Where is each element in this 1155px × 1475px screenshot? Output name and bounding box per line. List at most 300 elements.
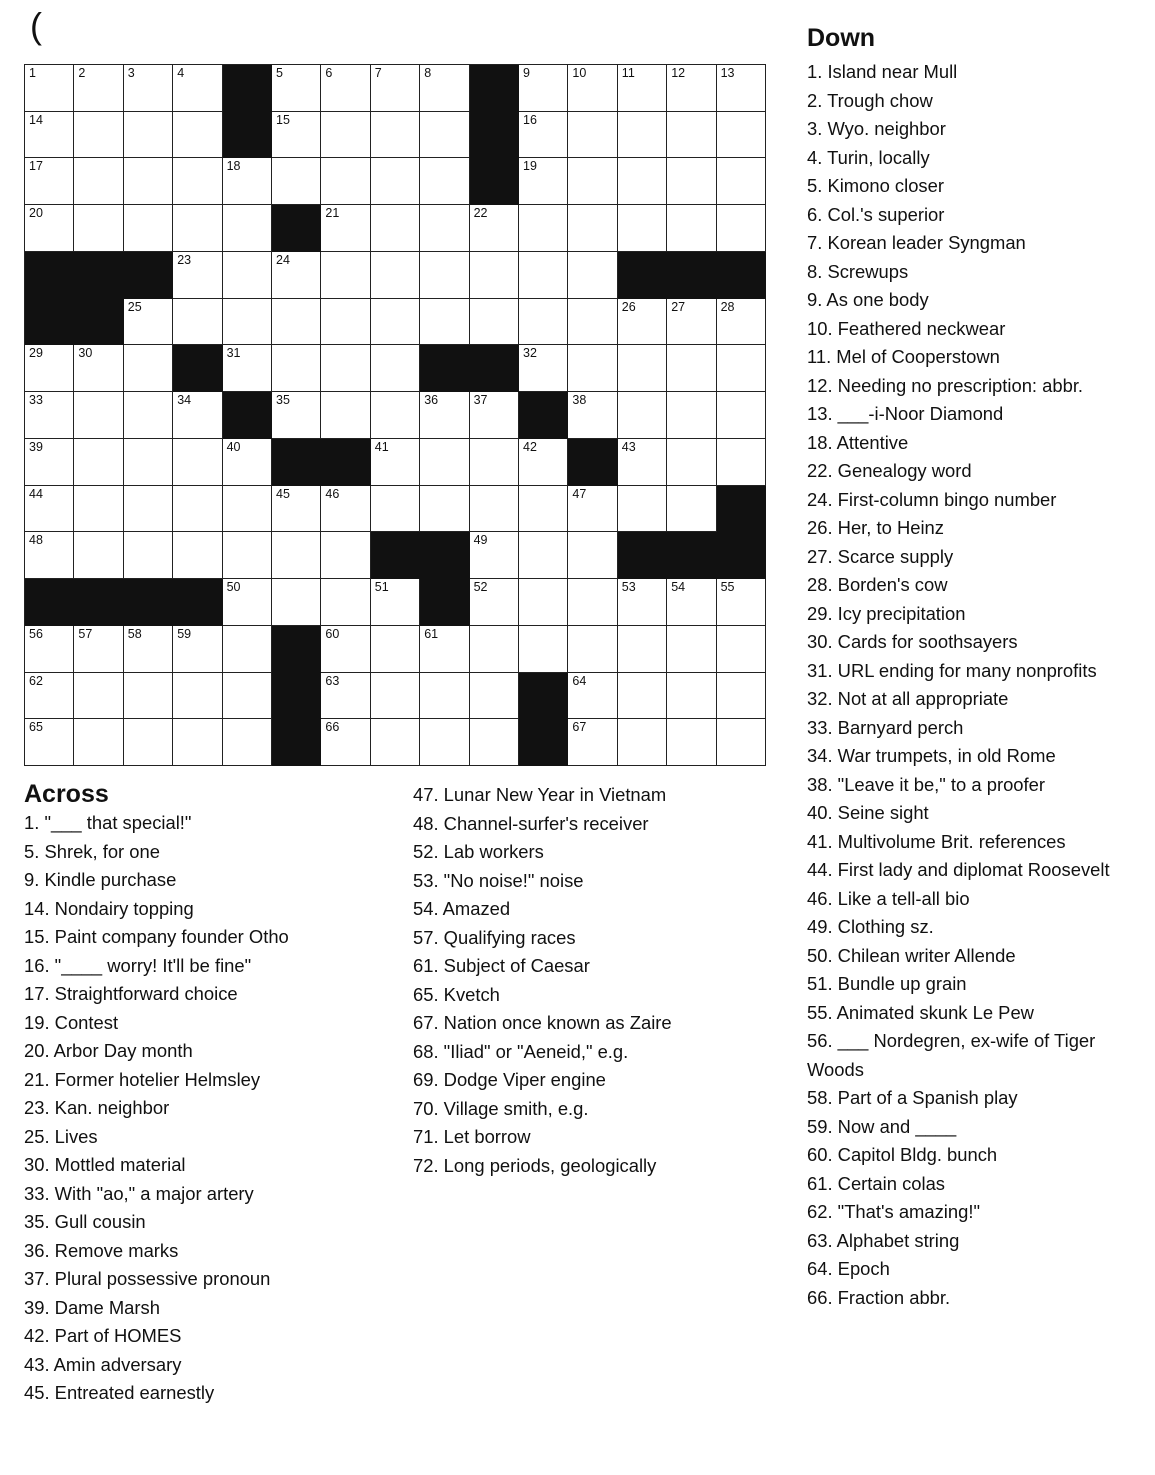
grid-cell [371, 439, 420, 486]
grid-cell [272, 392, 321, 439]
grid-cell [272, 299, 321, 346]
grid-cell [124, 345, 173, 392]
cell-number: 6 [325, 66, 333, 80]
across-clue: 5. Shrek, for one [24, 840, 160, 862]
down-clue: 59. Now and ____ [807, 1115, 957, 1137]
grid-block [124, 579, 173, 626]
grid-cell [124, 532, 173, 579]
grid-cell [667, 392, 716, 439]
down-clue: 11. Mel of Cooperstown [807, 346, 1000, 367]
grid-cell [667, 112, 716, 159]
grid-block [74, 299, 123, 346]
cell-number: 14 [29, 112, 43, 127]
cell-number: 50 [226, 580, 241, 595]
grid-cell [420, 158, 469, 205]
cell-number: 54 [671, 580, 686, 595]
across-clues-column-1 [24, 809, 394, 1408]
down-clue: 26. Her, to Heinz [807, 517, 944, 538]
grid-cell [272, 65, 321, 112]
cell-number: 41 [374, 439, 389, 454]
grid-cell [470, 392, 519, 439]
grid-cell [568, 486, 617, 533]
down-clue: 66. Fraction abbr. [807, 1286, 951, 1308]
grid-cell [519, 532, 568, 579]
grid-block [173, 579, 222, 626]
grid-cell [272, 112, 321, 159]
cell-number: 4 [177, 66, 185, 80]
grid-cell [223, 205, 272, 252]
grid-cell [173, 392, 222, 439]
grid-cell [371, 158, 420, 205]
grid-cell [470, 626, 519, 673]
grid-cell [74, 112, 123, 159]
down-clue: 13. ___-i-Noor Diamond [807, 403, 1004, 424]
across-clue: 36. Remove marks [24, 1239, 179, 1261]
grid-cell [568, 252, 617, 299]
cell-number: 8 [424, 66, 432, 80]
grid-cell [74, 345, 123, 392]
grid-cell [420, 65, 469, 112]
across-clue: 52. Lab workers [413, 841, 544, 862]
grid-cell [173, 158, 222, 205]
grid-cell [717, 673, 766, 720]
across-clues-column-2 [413, 781, 793, 1180]
grid-cell [223, 345, 272, 392]
down-clue: 22. Genealogy word [807, 460, 972, 481]
grid-cell [470, 205, 519, 252]
grid-cell [420, 299, 469, 346]
grid-cell [25, 205, 74, 252]
grid-cell [321, 345, 370, 392]
grid-cell [25, 439, 74, 486]
grid-block [272, 673, 321, 720]
cell-number: 26 [621, 299, 636, 314]
across-clue: 61. Subject of Caesar [413, 955, 590, 976]
across-clue: 57. Qualifying races [413, 926, 576, 948]
down-clue: 44. First lady and diplomat Roosevelt [807, 859, 1110, 880]
grid-cell [470, 299, 519, 346]
grid-cell [568, 65, 617, 112]
grid-cell [321, 299, 370, 346]
cell-number: 29 [29, 346, 43, 361]
cell-number: 24 [276, 252, 290, 267]
across-clue: 30. Mottled material [24, 1154, 186, 1175]
grid-cell [124, 205, 173, 252]
cell-number: 60 [325, 626, 340, 641]
cell-number: 43 [621, 439, 636, 454]
across-clue: 19. Contest [24, 1011, 119, 1033]
grid-cell [420, 112, 469, 159]
down-clue: 9. As one body [807, 289, 929, 310]
grid-cell [173, 719, 222, 766]
across-clue: 21. Former hotelier Helmsley [24, 1068, 261, 1090]
grid-cell [717, 205, 766, 252]
cell-number: 9 [523, 66, 530, 80]
grid-block [717, 532, 766, 579]
grid-cell [420, 719, 469, 766]
down-clue: 4. Turin, locally [807, 146, 930, 168]
grid-cell [124, 65, 173, 112]
grid-cell [667, 299, 716, 346]
grid-cell [25, 486, 74, 533]
grid-block [272, 626, 321, 673]
grid-cell [667, 719, 716, 766]
grid-cell [618, 112, 667, 159]
grid-cell [470, 486, 519, 533]
across-clue: 72. Long periods, geologically [413, 1154, 657, 1176]
grid-cell [173, 65, 222, 112]
grid-cell [371, 486, 420, 533]
cell-number: 67 [572, 720, 587, 735]
across-clue: 43. Amin adversary [24, 1353, 182, 1375]
grid-block [124, 252, 173, 299]
across-clue: 67. Nation once known as Zaire [413, 1012, 672, 1033]
grid-block [272, 439, 321, 486]
across-clue: 70. Village smith, e.g. [413, 1097, 589, 1119]
grid-cell [717, 719, 766, 766]
down-clue: 24. First-column bingo number [807, 488, 1057, 510]
down-clue: 50. Chilean writer Allende [807, 944, 1016, 966]
grid-block [519, 719, 568, 766]
across-clue: 17. Straightforward choice [24, 983, 238, 1004]
cell-number: 11 [621, 66, 635, 80]
down-clue: 34. War trumpets, in old Rome [807, 745, 1056, 766]
grid-cell [25, 532, 74, 579]
down-clue: 12. Needing no prescription: abbr. [807, 374, 1084, 396]
cell-number: 30 [78, 346, 93, 361]
grid-block [223, 392, 272, 439]
cell-number: 10 [572, 66, 587, 80]
grid-block [272, 719, 321, 766]
grid-block [321, 439, 370, 486]
grid-cell [371, 626, 420, 673]
grid-cell [519, 579, 568, 626]
grid-cell [717, 299, 766, 346]
across-clue: 65. Kvetch [413, 983, 500, 1005]
cell-number: 42 [523, 439, 537, 454]
grid-cell [124, 392, 173, 439]
grid-cell [124, 486, 173, 533]
grid-cell [618, 392, 667, 439]
grid-cell [223, 158, 272, 205]
grid-block [420, 532, 469, 579]
grid-cell [272, 486, 321, 533]
grid-cell [717, 392, 766, 439]
grid-cell [519, 65, 568, 112]
across-clue: 39. Dame Marsh [24, 1296, 160, 1318]
grid-cell [717, 345, 766, 392]
cell-number: 22 [473, 206, 488, 221]
cell-number: 18 [226, 159, 241, 174]
grid-cell [321, 719, 370, 766]
cell-number: 28 [720, 299, 735, 314]
across-clue: 48. Channel-surfer's receiver [413, 812, 649, 834]
grid-cell [568, 719, 617, 766]
grid-cell [717, 112, 766, 159]
cell-number: 51 [374, 580, 389, 595]
grid-cell [25, 112, 74, 159]
across-clue: 14. Nondairy topping [24, 897, 194, 919]
grid-cell [667, 345, 716, 392]
grid-cell [667, 626, 716, 673]
grid-cell [618, 205, 667, 252]
grid-cell [519, 486, 568, 533]
down-clue: 6. Col.'s superior [807, 203, 945, 225]
grid-cell [124, 673, 173, 720]
cell-number: 55 [720, 580, 735, 595]
grid-cell [173, 532, 222, 579]
grid-cell [25, 345, 74, 392]
grid-cell [124, 626, 173, 673]
grid-cell [173, 673, 222, 720]
down-clue: 46. Like a tell-all bio [807, 887, 970, 909]
cell-number: 40 [226, 439, 241, 454]
grid-block [173, 345, 222, 392]
down-clue: 3. Wyo. neighbor [807, 118, 946, 139]
grid-cell [74, 532, 123, 579]
grid-cell [519, 112, 568, 159]
across-clue: 42. Part of HOMES [24, 1325, 182, 1346]
down-clue: 1. Island near Mull [807, 61, 958, 82]
grid-cell [25, 158, 74, 205]
cell-number: 37 [473, 393, 488, 408]
grid-cell [420, 673, 469, 720]
down-clue: 31. URL ending for many nonprofits [807, 659, 1097, 681]
cell-number: 62 [29, 673, 43, 688]
crossword-grid [24, 64, 766, 766]
grid-cell [321, 532, 370, 579]
grid-cell [568, 158, 617, 205]
grid-cell [667, 65, 716, 112]
grid-cell [25, 392, 74, 439]
grid-block [470, 65, 519, 112]
down-clue: 55. Animated skunk Le Pew [807, 1001, 1034, 1023]
grid-block [470, 158, 519, 205]
down-clue: 10. Feathered neckwear [807, 317, 1006, 339]
cell-number: 13 [720, 66, 735, 80]
down-clue: 61. Certain colas [807, 1172, 946, 1194]
grid-cell [371, 65, 420, 112]
cell-number: 33 [29, 393, 43, 408]
across-clue: 25. Lives [24, 1125, 98, 1147]
grid-cell [618, 673, 667, 720]
grid-cell [568, 392, 617, 439]
grid-cell [667, 486, 716, 533]
down-clue: 5. Kimono closer [807, 175, 944, 196]
grid-cell [173, 626, 222, 673]
cell-number: 57 [78, 626, 93, 641]
across-clue: 68. "Iliad" or "Aeneid," e.g. [413, 1040, 629, 1062]
cell-number: 52 [473, 580, 488, 595]
grid-cell [568, 673, 617, 720]
grid-cell [420, 486, 469, 533]
grid-cell [371, 299, 420, 346]
grid-cell [470, 719, 519, 766]
grid-cell [519, 439, 568, 486]
grid-cell [371, 719, 420, 766]
grid-block [25, 579, 74, 626]
down-clue: 60. Capitol Bldg. bunch [807, 1144, 998, 1165]
grid-cell [568, 532, 617, 579]
across-clue: 9. Kindle purchase [24, 869, 177, 890]
cell-number: 53 [621, 580, 636, 595]
grid-block [470, 112, 519, 159]
grid-block [74, 579, 123, 626]
grid-block [74, 252, 123, 299]
cell-number: 2 [78, 66, 86, 80]
down-clues-list [807, 58, 1137, 1312]
grid-block [667, 532, 716, 579]
grid-cell [371, 392, 420, 439]
grid-cell [667, 673, 716, 720]
down-clue: 28. Borden's cow [807, 574, 948, 595]
grid-cell [272, 532, 321, 579]
cell-number: 35 [276, 393, 290, 408]
cell-number: 46 [325, 486, 340, 501]
grid-block [519, 673, 568, 720]
grid-cell [420, 439, 469, 486]
grid-cell [124, 299, 173, 346]
grid-cell [173, 299, 222, 346]
grid-cell [74, 205, 123, 252]
grid-block [272, 205, 321, 252]
grid-cell [420, 205, 469, 252]
grid-cell [519, 252, 568, 299]
grid-cell [618, 486, 667, 533]
grid-cell [618, 719, 667, 766]
grid-cell [321, 205, 370, 252]
cell-number: 64 [572, 673, 587, 688]
down-clue: 41. Multivolume Brit. references [807, 830, 1066, 852]
grid-cell [371, 345, 420, 392]
cell-number: 5 [276, 66, 283, 80]
grid-cell [74, 626, 123, 673]
across-clue: 23. Kan. neighbor [24, 1097, 170, 1118]
grid-cell [74, 673, 123, 720]
down-clue: 58. Part of a Spanish play [807, 1087, 1018, 1108]
grid-block [667, 252, 716, 299]
cell-number: 19 [523, 159, 537, 174]
grid-cell [717, 158, 766, 205]
across-clue: 54. Amazed [413, 898, 511, 919]
grid-cell [618, 299, 667, 346]
cell-number: 61 [424, 626, 439, 641]
grid-cell [223, 532, 272, 579]
grid-cell [25, 626, 74, 673]
grid-cell [519, 299, 568, 346]
grid-cell [74, 439, 123, 486]
grid-cell [470, 439, 519, 486]
grid-cell [667, 439, 716, 486]
cell-number: 45 [276, 486, 290, 501]
grid-cell [272, 345, 321, 392]
across-clue: 33. With "ao," a major artery [24, 1182, 254, 1204]
across-clue: 47. Lunar New Year in Vietnam [413, 784, 667, 805]
down-clue: 64. Epoch [807, 1258, 890, 1279]
grid-cell [173, 205, 222, 252]
down-clue: 56. ___ Nordegren, ex-wife of Tiger Woods [807, 1030, 1096, 1080]
grid-cell [470, 532, 519, 579]
grid-block [717, 252, 766, 299]
grid-block [618, 252, 667, 299]
cell-number: 39 [29, 439, 43, 454]
grid-cell [321, 486, 370, 533]
grid-cell [321, 65, 370, 112]
across-clue: 20. Arbor Day month [24, 1040, 193, 1061]
grid-cell [272, 158, 321, 205]
grid-cell [321, 392, 370, 439]
grid-block [568, 439, 617, 486]
grid-cell [371, 579, 420, 626]
grid-cell [371, 112, 420, 159]
grid-block [717, 486, 766, 533]
grid-cell [173, 439, 222, 486]
cell-number: 65 [29, 720, 43, 735]
cell-number: 21 [325, 206, 340, 221]
down-clue: 8. Screwups [807, 260, 909, 282]
grid-cell [371, 252, 420, 299]
grid-cell [618, 626, 667, 673]
cell-number: 16 [523, 112, 537, 127]
grid-block [470, 345, 519, 392]
grid-cell [618, 345, 667, 392]
grid-cell [519, 626, 568, 673]
cell-number: 34 [177, 393, 192, 408]
cell-number: 56 [29, 626, 43, 641]
grid-cell [568, 112, 617, 159]
grid-cell [420, 626, 469, 673]
grid-block [420, 579, 469, 626]
cell-number: 38 [572, 393, 587, 408]
grid-cell [667, 158, 716, 205]
grid-cell [371, 205, 420, 252]
down-clue: 49. Clothing sz. [807, 916, 934, 937]
across-clue: 37. Plural possessive pronoun [24, 1268, 271, 1289]
across-clue: 15. Paint company founder Otho [24, 926, 289, 947]
grid-cell [25, 719, 74, 766]
grid-cell [470, 673, 519, 720]
grid-cell [321, 252, 370, 299]
grid-block [25, 252, 74, 299]
cell-number: 58 [127, 626, 142, 641]
grid-cell [717, 65, 766, 112]
grid-cell [223, 486, 272, 533]
cell-number: 1 [29, 66, 36, 80]
down-clue: 63. Alphabet string [807, 1229, 960, 1251]
grid-block [223, 65, 272, 112]
across-clue: 1. "___ that special!" [24, 812, 192, 833]
grid-cell [124, 158, 173, 205]
page-mark: ( [30, 5, 42, 46]
grid-cell [173, 112, 222, 159]
grid-cell [618, 65, 667, 112]
grid-block [371, 532, 420, 579]
grid-cell [470, 252, 519, 299]
down-clue: 51. Bundle up grain [807, 973, 967, 994]
down-clue: 7. Korean leader Syngman [807, 232, 1026, 253]
cell-number: 15 [276, 112, 290, 127]
grid-cell [371, 673, 420, 720]
grid-cell [321, 579, 370, 626]
down-clue: 2. Trough chow [807, 89, 933, 111]
grid-cell [223, 673, 272, 720]
across-clue: 69. Dodge Viper engine [413, 1069, 606, 1090]
grid-cell [568, 579, 617, 626]
grid-cell [272, 252, 321, 299]
down-clue: 29. Icy precipitation [807, 602, 966, 624]
grid-cell [223, 719, 272, 766]
grid-cell [173, 486, 222, 533]
